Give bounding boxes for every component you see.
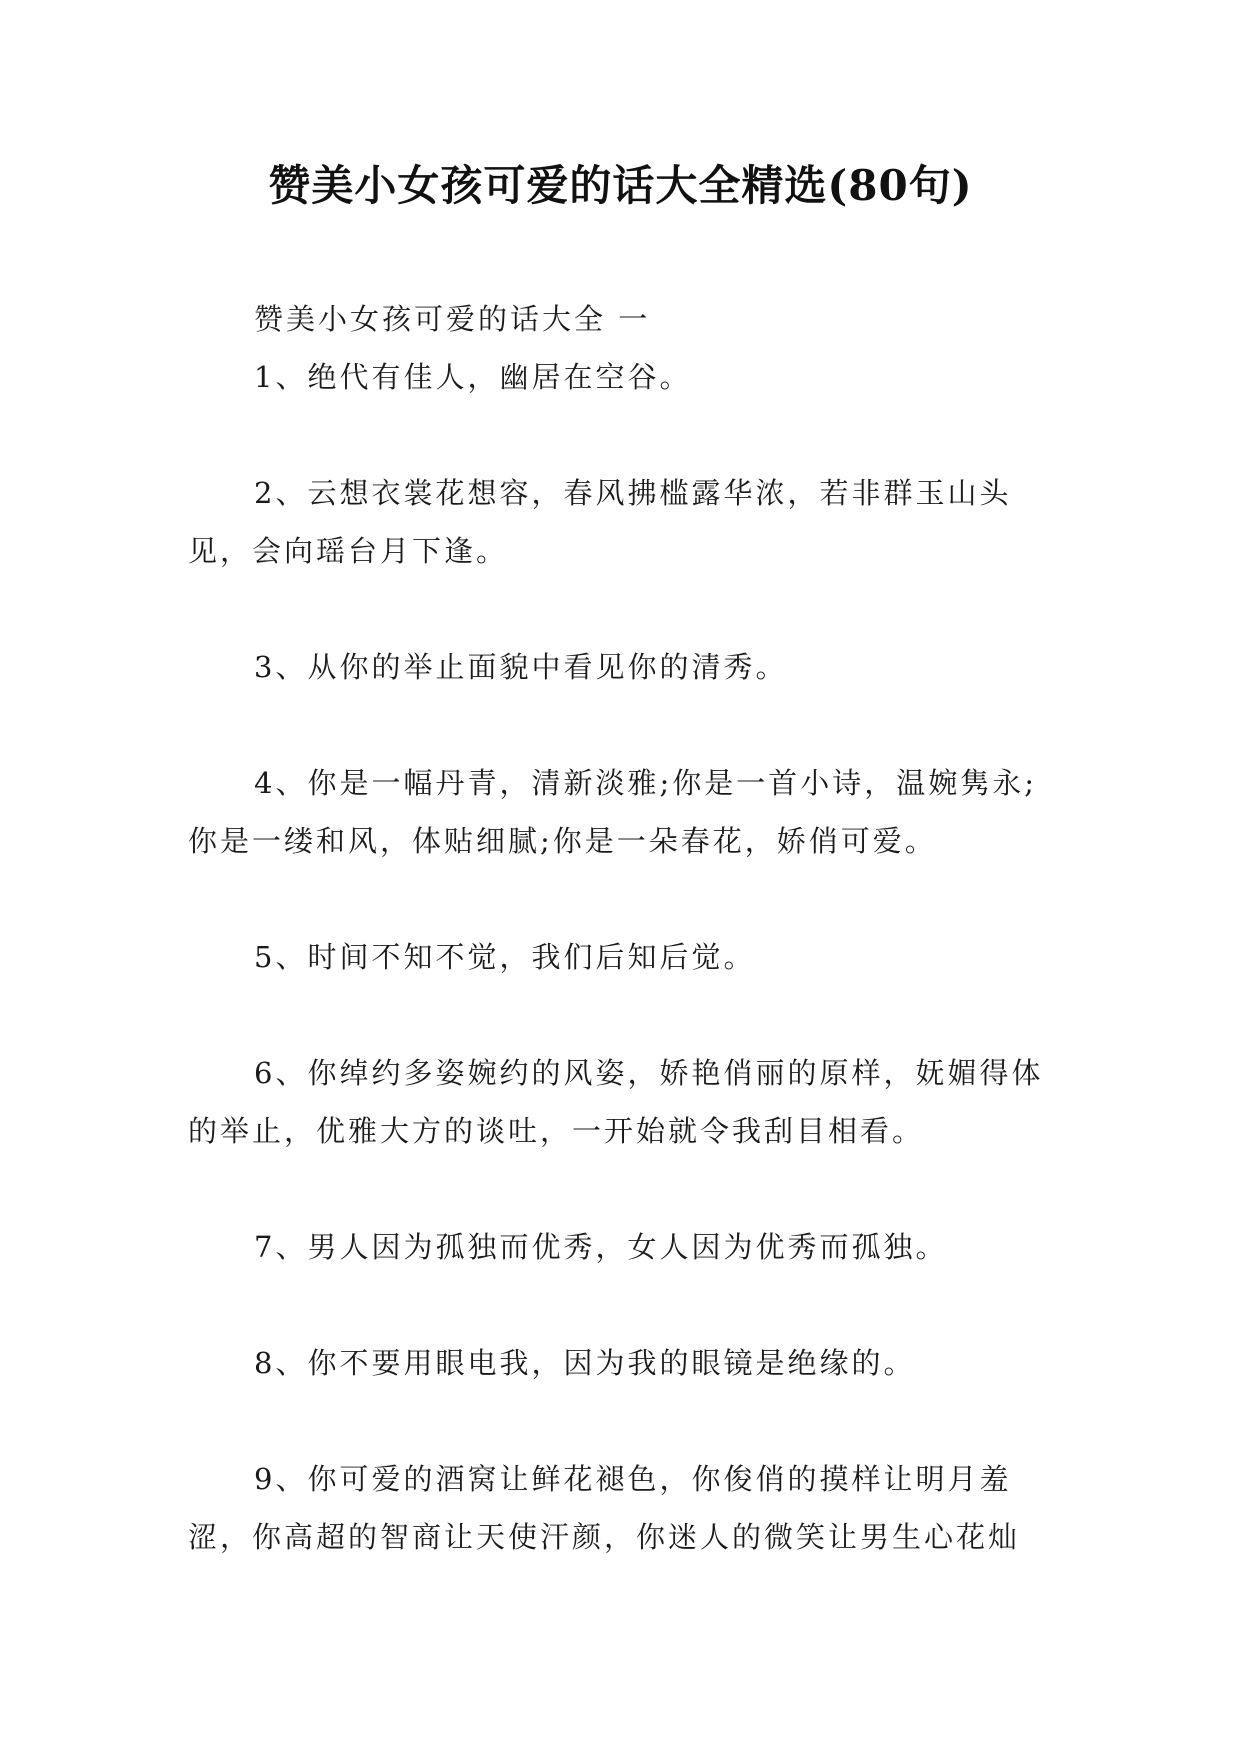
paragraph-1: 1、绝代有佳人，幽居在空谷。 xyxy=(254,360,692,394)
paragraph-5: 5、时间不知不觉，我们后知后觉。 xyxy=(254,940,756,974)
document-body xyxy=(188,290,1054,1566)
section-heading: 赞美小女孩可爱的话大全 一 xyxy=(254,302,651,336)
document-title: 赞美小女孩可爱的话大全精选(80句) xyxy=(268,161,973,210)
paragraph-9: 9、你可爱的酒窝让鲜花褪色，你俊俏的摸样让明月羞涩，你高超的智商让天使汗颜，你迷人的微笑让男生心花灿 xyxy=(188,1462,1021,1554)
paragraph-8: 8、你不要用眼电我，因为我的眼镜是绝缘的。 xyxy=(254,1346,916,1380)
paragraph-7: 7、男人因为孤独而优秀，女人因为优秀而孤独。 xyxy=(254,1230,948,1264)
paragraph-2: 2、云想衣裳花想容，春风拂槛露华浓，若非群玉山头见，会向瑶台月下逢。 xyxy=(188,476,1012,568)
paragraph-4: 4、你是一幅丹青，清新淡雅;你是一首小诗，温婉隽永;你是一缕和风，体贴细腻;你是一朵春花，娇俏可爱。 xyxy=(188,766,1037,858)
paragraph-3: 3、从你的举止面貌中看见你的清秀。 xyxy=(254,650,788,684)
paragraph-6: 6、你绰约多姿婉约的风姿，娇艳俏丽的原样，妩媚得体的举止，优雅大方的谈吐，一开始就令我刮目相看。 xyxy=(188,1056,1044,1148)
